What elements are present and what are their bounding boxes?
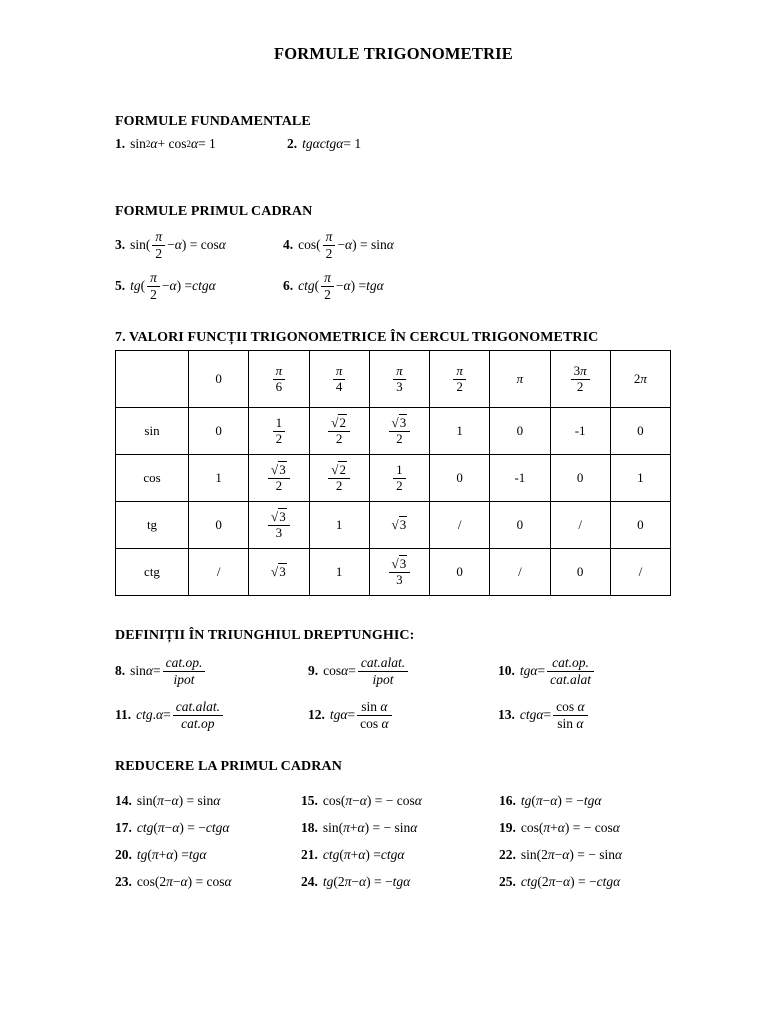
table-header-row (116, 351, 671, 408)
sqrt-radical: √2 (331, 414, 346, 430)
formula-item (498, 655, 672, 687)
table-cell: 1 (309, 502, 369, 549)
heading-formule-primul-cadran: FORMULE PRIMUL CADRAN (115, 204, 313, 219)
table-col-header (309, 351, 369, 408)
formula-expression: sin α = $\frac{\text{cat.op.}}{\text{ipot}}$ (130, 655, 207, 687)
fraction: $\frac{\text{cat.alat.}}{\text{ipot}}$ (358, 655, 408, 687)
fraction: $\frac{√3}{3}$ (389, 557, 411, 588)
formula-item (115, 699, 308, 731)
sqrt-radical: √3 (271, 564, 286, 580)
formula-number: 5. (115, 278, 126, 294)
formula-item (115, 872, 301, 892)
formula-item (115, 791, 301, 811)
formula-expression: sin( π − α ) = sin α (136, 793, 221, 809)
formula-number: 13. (498, 707, 515, 723)
sqrt-radical: √3 (391, 517, 407, 533)
table-cell (249, 549, 309, 596)
formula-number: 9. (308, 663, 319, 679)
formula-expression: tg ( π + α ) = tg α (136, 847, 207, 863)
table-cell (369, 455, 429, 502)
table-row-label: sin (116, 408, 189, 455)
formula-expression: tg ( π − α ) = − tg α (520, 793, 602, 809)
table-cell (249, 455, 309, 502)
formula-item (283, 270, 672, 302)
sqrt-radical: √3 (271, 461, 286, 477)
heading-valori-trigonometrice: 7. VALORI FUNCȚII TRIGONOMETRICE ÎN CERCUL TRIGONOMETRIC (115, 330, 599, 346)
formula-number: 6. (283, 278, 294, 294)
table-cell: -1 (550, 408, 610, 455)
table-row (116, 455, 671, 502)
formula-item (115, 229, 283, 261)
formula-number: 11. (115, 707, 132, 723)
table-row (116, 549, 671, 596)
fraction: $\frac{\text{cat.op.}}{\text{cat.alat}}$ (547, 655, 594, 687)
formula-number: 22. (499, 847, 516, 863)
formula-expression: ctg α = $\frac{\text{cos α}}{\text{sin α}}$ (520, 699, 590, 731)
table-row-label: tg (116, 502, 189, 549)
heading-definitii-triunghi: DEFINIȚII ÎN TRIUNGHIUL DREPTUNGHIC: (115, 628, 415, 644)
formula-number: 10. (498, 663, 515, 679)
formula-number: 25. (499, 874, 516, 890)
formula-item (301, 818, 499, 838)
section-formule-primul-cadran (115, 204, 672, 302)
table-cell (309, 455, 369, 502)
formula-number: 2. (287, 136, 298, 151)
fraction: $\frac{√2}{2}$ (328, 463, 350, 494)
formula-item (115, 845, 301, 865)
table-cell: 1 (309, 549, 369, 596)
table-cell: 1 (610, 455, 670, 502)
formula-item (287, 134, 672, 154)
table-col-header: 0 (189, 351, 249, 408)
table-col-header: 2π (610, 351, 670, 408)
formula-number: 14. (115, 793, 132, 809)
formula-number: 8. (115, 663, 126, 679)
formula-item (115, 655, 308, 687)
table-cell: / (189, 549, 249, 596)
formula-item (308, 655, 498, 687)
formula-item (115, 818, 301, 838)
fraction: $\frac{\text{sin α}}{\text{cos α}}$ (357, 699, 391, 731)
fraction: $\frac{\pi}{2}$ (321, 270, 334, 302)
table-col-header: π (490, 351, 550, 408)
fraction: $\frac{\pi}{2}$ (152, 229, 165, 261)
formula-expression: tg α ctg α = 1 (302, 136, 362, 151)
formula-item (499, 845, 672, 865)
formula-number: 1. (115, 136, 126, 151)
fraction: $\frac{√2}{2}$ (328, 416, 350, 447)
formula-expression: cos( π − α ) = − cos α (322, 793, 422, 809)
formula-expression: cos( $\frac{\pi}{2}$ − α ) = sin α (298, 229, 394, 261)
formula-number: 19. (499, 820, 516, 836)
formula-expression: cos α = $\frac{\text{cat.alat.}}{\text{ipot}}$ (323, 655, 410, 687)
table-row (116, 502, 671, 549)
table-cell (369, 408, 429, 455)
section-formule-fundamentale (115, 114, 672, 154)
formula-expression: ctg ( π − α ) = − ctg α (136, 820, 230, 836)
formula-number: 3. (115, 237, 126, 253)
fundamental-formula-list (115, 134, 672, 154)
formula-expression: ctg ( $\frac{\pi}{2}$ − α ) = tg α (298, 270, 384, 302)
formula-item (499, 791, 672, 811)
formula-expression: ctg ( π + α ) = ctg α (322, 847, 405, 863)
table-cell: 0 (490, 502, 550, 549)
table-row-label: ctg (116, 549, 189, 596)
fraction: $\frac{√3}{2}$ (389, 416, 411, 447)
formula-item (301, 845, 499, 865)
table-cell: 0 (430, 455, 490, 502)
formula-expression: cos( π + α ) = − cos α (520, 820, 620, 836)
definitions-formula-list (115, 655, 672, 731)
table-col-header (550, 351, 610, 408)
page-title: FORMULE TRIGONOMETRIE (273, 44, 514, 63)
sqrt-radical: √3 (391, 555, 407, 571)
trig-values-table (115, 350, 671, 596)
fraction: $\frac{√3}{3}$ (268, 510, 290, 541)
table-corner-cell (116, 351, 189, 408)
table-cell: / (490, 549, 550, 596)
formula-expression: sin(2 π − α ) = − sin α (520, 847, 623, 863)
fraction: $\frac{\text{cat.alat.}}{\text{cat.op}}$ (173, 699, 223, 731)
table-cell (309, 408, 369, 455)
formula-number: 18. (301, 820, 318, 836)
formula-number: 17. (115, 820, 132, 836)
formula-expression: cos(2 π − α ) = cos α (136, 874, 232, 890)
table-cell: 0 (189, 408, 249, 455)
sqrt-radical: √3 (391, 414, 407, 430)
fraction: $\frac{1}{2}$ (393, 463, 406, 494)
table-cell: 1 (189, 455, 249, 502)
fraction: $\frac{\pi}{2}$ (323, 229, 336, 261)
table-cell: 1 (430, 408, 490, 455)
formula-expression: sin( $\frac{\pi}{2}$ − α ) = cos α (130, 229, 226, 261)
fraction: $\frac{\text{cos α}}{\text{sin α}}$ (553, 699, 587, 731)
formula-item (115, 270, 283, 302)
fraction: $\frac{\pi}{6}$ (273, 364, 286, 395)
table-cell: / (550, 502, 610, 549)
table-cell: / (430, 502, 490, 549)
table-col-header (430, 351, 490, 408)
table-cell: 0 (430, 549, 490, 596)
table-cell (249, 408, 309, 455)
formula-number: 16. (499, 793, 516, 809)
table-row (116, 408, 671, 455)
formula-item (115, 134, 287, 154)
fraction: $\frac{\pi}{3}$ (393, 364, 406, 395)
section-reducere-primul-cadran (115, 759, 672, 892)
formula-item (498, 699, 672, 731)
fraction: $\frac{\pi}{4}$ (333, 364, 346, 395)
fraction: $\frac{\pi}{2}$ (453, 364, 466, 395)
formula-item (301, 872, 499, 892)
formula-expression: tg α = $\frac{\text{cat.op.}}{\text{cat.alat}}$ (520, 655, 596, 687)
formula-item (283, 229, 672, 261)
formula-expression: tg ( $\frac{\pi}{2}$ − α ) = ctg α (130, 270, 216, 302)
formula-expression: tg (2 π − α ) = − tg α (322, 874, 411, 890)
table-cell: 0 (610, 502, 670, 549)
formula-item (499, 818, 672, 838)
formula-expression: sin( π + α ) = − sin α (322, 820, 418, 836)
table-cell: 0 (550, 455, 610, 502)
fraction: $\frac{√3}{2}$ (268, 463, 290, 494)
table-cell: 0 (189, 502, 249, 549)
formula-expression: ctg (2 π − α ) = − ctg α (520, 874, 621, 890)
formula-number: 20. (115, 847, 132, 863)
formula-item (301, 791, 499, 811)
formula-item (308, 699, 498, 731)
formula-number: 23. (115, 874, 132, 890)
formula-number: 12. (308, 707, 325, 723)
section-valori-trigonometrice (115, 330, 672, 596)
fraction: $\frac{3\pi}{2}$ (571, 364, 590, 395)
sqrt-radical: √2 (331, 461, 346, 477)
table-col-header (249, 351, 309, 408)
fraction: $\frac{\pi}{2}$ (147, 270, 160, 302)
table-cell (369, 502, 429, 549)
reducere-formula-list (115, 791, 672, 892)
heading-reducere-primul-cadran: REDUCERE LA PRIMUL CADRAN (115, 759, 342, 775)
table-cell: / (610, 549, 670, 596)
table-col-header (369, 351, 429, 408)
formula-number: 24. (301, 874, 318, 890)
formula-expression: ctg . α = $\frac{\text{cat.alat.}}{\text{cat.op}}$ (136, 699, 225, 731)
table-cell: 0 (550, 549, 610, 596)
table-cell: 0 (610, 408, 670, 455)
table-row-label: cos (116, 455, 189, 502)
table-cell (369, 549, 429, 596)
fraction: $\frac{1}{2}$ (273, 416, 286, 447)
sqrt-radical: √3 (271, 508, 286, 524)
formula-number: 21. (301, 847, 318, 863)
formula-number: 4. (283, 237, 294, 253)
section-definitii-triunghi (115, 628, 672, 731)
formula-expression: sin 2 α + cos 2 α = 1 (130, 136, 216, 151)
fraction: $\frac{\text{cat.op.}}{\text{ipot}}$ (163, 655, 206, 687)
formula-number: 15. (301, 793, 318, 809)
heading-formule-fundamentale: FORMULE FUNDAMENTALE (115, 114, 311, 129)
table-cell: -1 (490, 455, 550, 502)
table-cell (249, 502, 309, 549)
formula-expression: tg α = $\frac{\text{sin α}}{\text{cos α}}$ (330, 699, 394, 731)
formula-item (499, 872, 672, 892)
primul-cadran-formula-list (115, 229, 672, 302)
table-cell: 0 (490, 408, 550, 455)
